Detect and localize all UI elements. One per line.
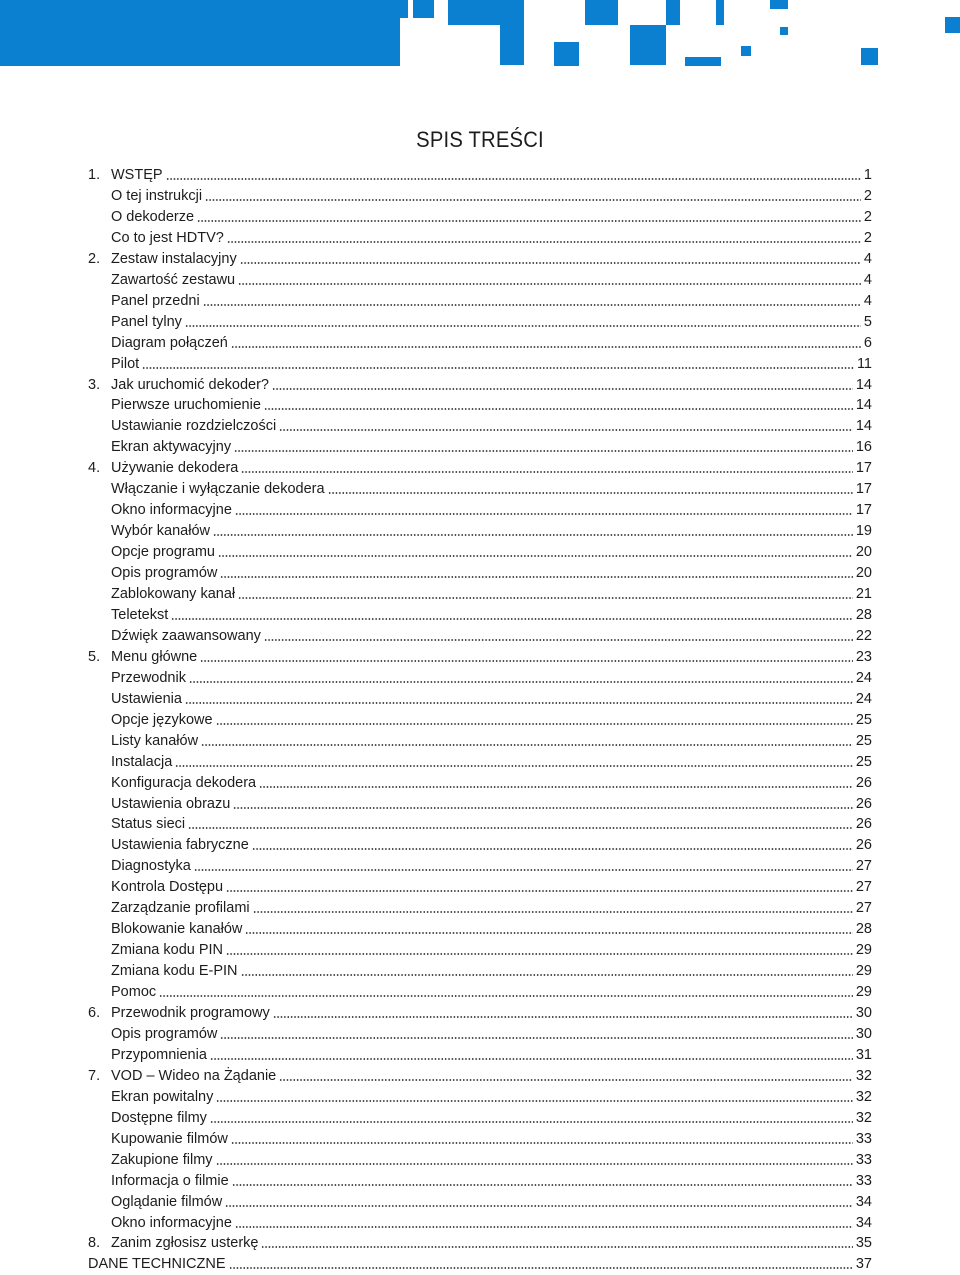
- toc-entry-title: Ekran powitalny: [111, 1088, 214, 1105]
- toc-page-number: 24: [855, 690, 872, 707]
- toc-entry-title: Przewodnik: [111, 669, 186, 686]
- toc-dot-leader: [175, 764, 853, 768]
- toc-entry-title: O tej instrukcji: [111, 187, 203, 204]
- toc-dot-leader: [185, 324, 861, 328]
- toc-dot-leader: [225, 1204, 853, 1208]
- toc-page-number: 25: [855, 711, 872, 728]
- toc-entry-title: Zarządzanie profilami: [111, 900, 250, 917]
- toc-section-entry[interactable]: [88, 563, 872, 584]
- toc-page-number: 26: [855, 837, 872, 854]
- banner-square: [780, 27, 788, 35]
- toc-section-entry[interactable]: [88, 354, 872, 375]
- toc-entry-title: Ustawienia fabryczne: [111, 837, 249, 854]
- toc-entry-title: Ustawienia obrazu: [111, 795, 231, 812]
- toc-section-entry[interactable]: [88, 395, 872, 416]
- toc-entry-title: Ekran aktywacyjny: [111, 439, 232, 456]
- toc-dot-leader: [259, 785, 853, 789]
- banner-square: [666, 0, 680, 25]
- toc-dot-leader: [220, 1036, 852, 1040]
- toc-chapter-number: 1.: [88, 167, 101, 183]
- toc-page-number: 4: [863, 271, 872, 288]
- toc-page-number: 19: [855, 523, 872, 540]
- toc-page-number: 34: [855, 1214, 872, 1231]
- toc-page-number: 35: [855, 1235, 872, 1252]
- toc-entry-title: Oglądanie filmów: [111, 1193, 223, 1210]
- toc-dot-leader: [189, 680, 853, 684]
- toc-chapter-entry[interactable]: [88, 1066, 872, 1087]
- toc-entry-title: Blokowanie kanałów: [111, 921, 243, 938]
- toc-dot-leader: [159, 994, 853, 998]
- toc-entry-title: Opis programów: [111, 565, 218, 582]
- toc-dot-leader: [216, 722, 853, 726]
- toc-entry-title: Pierwsze uruchomienie: [111, 397, 261, 414]
- toc-section-entry[interactable]: [88, 270, 872, 291]
- toc-page-number: 4: [863, 250, 872, 267]
- banner-square: [585, 0, 618, 25]
- toc-section-entry[interactable]: [88, 333, 872, 354]
- toc-section-entry[interactable]: [88, 898, 872, 919]
- toc-entry-title: Dźwięk zaawansowany: [111, 627, 261, 644]
- toc-page-number: 14: [855, 418, 872, 435]
- toc-chapter-entry[interactable]: [88, 249, 872, 270]
- toc-entry-title: Zanim zgłosisz usterkę: [111, 1235, 259, 1252]
- toc-section-entry[interactable]: [88, 626, 872, 647]
- toc-section-entry[interactable]: [88, 689, 872, 710]
- toc-section-entry[interactable]: [88, 877, 872, 898]
- toc-dot-leader: [328, 491, 853, 495]
- toc-dot-leader: [232, 1183, 853, 1187]
- toc-chapter-entry[interactable]: [88, 458, 872, 479]
- header-banner: [0, 0, 960, 70]
- toc-page-number: 29: [855, 942, 872, 959]
- toc-section-entry[interactable]: [88, 312, 872, 333]
- toc-dot-leader: [231, 345, 861, 349]
- toc-entry-title: Panel tylny: [111, 313, 182, 330]
- toc-dot-leader: [216, 1099, 853, 1103]
- toc-section-entry[interactable]: [88, 814, 872, 835]
- banner-square: [716, 0, 724, 25]
- toc-chapter-number: 6.: [88, 1005, 101, 1021]
- toc-dot-leader: [264, 407, 853, 411]
- banner-bar: [0, 0, 400, 66]
- toc-section-entry[interactable]: [88, 207, 872, 228]
- toc-page-number: 32: [855, 1109, 872, 1126]
- toc-page-number: 17: [855, 481, 872, 498]
- toc-page-number: 14: [855, 376, 872, 393]
- toc-dot-leader: [229, 1266, 853, 1270]
- toc-entry-title: Status sieci: [111, 816, 186, 833]
- toc-section-entry[interactable]: [88, 710, 872, 731]
- toc-section-entry[interactable]: [88, 773, 872, 794]
- toc-entry-title: Przewodnik programowy: [111, 1005, 270, 1021]
- toc-section-entry[interactable]: [88, 940, 872, 961]
- toc-entry-title: Instalacja: [111, 753, 173, 770]
- toc-dot-leader: [240, 261, 861, 265]
- toc-page-number: 27: [855, 879, 872, 896]
- toc-entry-title: Okno informacyjne: [111, 502, 232, 519]
- toc-dot-leader: [210, 1057, 853, 1061]
- toc-entry-title: Zawartość zestawu: [111, 271, 236, 288]
- toc-dot-leader: [197, 219, 861, 223]
- toc-section-entry[interactable]: [88, 1171, 872, 1192]
- toc-section-entry[interactable]: [88, 1087, 872, 1108]
- toc-page-number: 16: [855, 439, 872, 456]
- toc-section-entry[interactable]: [88, 291, 872, 312]
- toc-page-number: 28: [855, 606, 872, 623]
- toc-entry-title: Przypomnienia: [111, 1046, 207, 1063]
- toc-dot-leader: [273, 1015, 853, 1019]
- toc-entry-title: Zestaw instalacyjny: [111, 250, 237, 267]
- toc-dot-leader: [231, 1141, 853, 1145]
- toc-page-number: 21: [855, 586, 872, 602]
- toc-page-number: 33: [855, 1151, 872, 1168]
- toc-dot-leader: [203, 303, 861, 307]
- toc-entry-title: Włączanie i wyłączanie dekodera: [111, 481, 325, 498]
- toc-page-number: 27: [855, 900, 872, 917]
- toc-page-number: 23: [855, 648, 872, 665]
- toc-entry-title: O dekoderze: [111, 208, 195, 225]
- banner-square: [861, 48, 878, 65]
- toc-page-number: 17: [855, 502, 872, 519]
- banner-square: [945, 17, 960, 33]
- toc-page-number: 20: [855, 565, 872, 582]
- toc-dot-leader: [272, 387, 853, 391]
- toc-dot-leader: [235, 512, 853, 516]
- toc-dot-leader: [227, 240, 861, 244]
- toc-chapter-entry[interactable]: [88, 1003, 872, 1024]
- toc-page-number: 28: [855, 921, 872, 938]
- toc-chapter-entry[interactable]: [88, 375, 872, 396]
- toc-dot-leader: [194, 868, 853, 872]
- toc-page-number: 25: [855, 732, 872, 749]
- toc-dot-leader: [241, 470, 853, 474]
- toc-page-number: 17: [855, 460, 872, 477]
- toc-dot-leader: [210, 1120, 853, 1124]
- toc-section-entry[interactable]: [88, 794, 872, 815]
- toc-dot-leader: [185, 701, 853, 705]
- toc-section-entry[interactable]: [88, 1254, 872, 1275]
- toc-page-number: 24: [855, 669, 872, 686]
- toc-entry-title: Zmiana kodu PIN: [111, 942, 224, 959]
- toc-dot-leader: [253, 910, 853, 914]
- toc-page-number: 2: [863, 208, 872, 225]
- toc-chapter-number: 2.: [88, 250, 101, 267]
- toc-page-number: 6: [863, 334, 872, 351]
- toc-entry-title: Kupowanie filmów: [111, 1130, 228, 1147]
- banner-square: [741, 46, 751, 56]
- toc-dot-leader: [226, 889, 853, 893]
- toc-dot-leader: [216, 1162, 853, 1166]
- toc-dot-leader: [188, 826, 853, 830]
- toc-dot-leader: [241, 973, 853, 977]
- toc-page-number: 30: [855, 1025, 872, 1042]
- toc-chapter-number: 8.: [88, 1235, 101, 1252]
- toc-section-entry[interactable]: [88, 982, 872, 1003]
- toc-dot-leader: [205, 198, 861, 202]
- toc-dot-leader: [233, 806, 853, 810]
- banner-square: [448, 0, 524, 25]
- toc-dot-leader: [213, 533, 853, 537]
- toc-section-entry[interactable]: [88, 1213, 872, 1234]
- toc-section-entry[interactable]: [88, 1129, 872, 1150]
- toc-entry-title: Menu główne: [111, 648, 198, 665]
- toc-section-entry[interactable]: [88, 416, 872, 437]
- toc-entry-title: WSTĘP: [111, 167, 163, 183]
- toc-chapter-number: 5.: [88, 648, 101, 665]
- toc-entry-title: Listy kanałów: [111, 732, 199, 749]
- toc-dot-leader: [200, 659, 853, 663]
- toc-page-number: 25: [855, 753, 872, 770]
- toc-entry-title: Diagram połączeń: [111, 334, 228, 351]
- toc-entry-title: Diagnostyka: [111, 858, 191, 875]
- toc-entry-title: Opcje programu: [111, 544, 215, 561]
- toc-page-number: 32: [855, 1067, 872, 1084]
- toc-section-entry[interactable]: [88, 752, 872, 773]
- toc-entry-title: VOD – Wideo na Żądanie: [111, 1067, 277, 1084]
- toc-dot-leader: [238, 596, 853, 600]
- toc-dot-leader: [264, 638, 853, 642]
- toc-dot-leader: [238, 282, 861, 286]
- toc-page-number: 34: [855, 1193, 872, 1210]
- toc-page-number: 32: [855, 1088, 872, 1105]
- toc-entry-title: Ustawianie rozdzielczości: [111, 418, 277, 435]
- toc-chapter-number: 4.: [88, 460, 101, 477]
- toc-page-number: 1: [863, 167, 872, 183]
- banner-square: [630, 25, 666, 65]
- toc-dot-leader: [279, 428, 853, 432]
- banner-square: [554, 42, 579, 66]
- toc-dot-leader: [166, 177, 861, 181]
- toc-dot-leader: [245, 931, 852, 935]
- toc-section-entry[interactable]: [88, 731, 872, 752]
- toc-page-number: 33: [855, 1172, 872, 1189]
- toc-chapter-entry[interactable]: [88, 165, 872, 186]
- banner-square: [413, 0, 434, 18]
- toc-entry-title: Konfiguracja dekodera: [111, 774, 257, 791]
- toc-page-number: 11: [856, 355, 872, 372]
- toc-entry-title: Co to jest HDTV?: [111, 229, 224, 246]
- toc-chapter-entry[interactable]: [88, 647, 872, 668]
- toc-section-entry[interactable]: [88, 437, 872, 458]
- toc-entry-title: Kontrola Dostępu: [111, 879, 224, 896]
- toc-entry-title: DANE TECHNICZNE: [88, 1256, 226, 1273]
- toc-dot-leader: [234, 449, 853, 453]
- toc-section-entry[interactable]: [88, 605, 872, 626]
- toc-entry-title: Panel przedni: [111, 292, 200, 309]
- page-title: SPIS TREŚCI: [416, 127, 544, 152]
- toc-page-number: 14: [855, 397, 872, 414]
- toc-section-entry[interactable]: [88, 584, 872, 605]
- toc-page-number: 26: [855, 774, 872, 791]
- toc-section-entry[interactable]: [88, 479, 872, 500]
- toc-entry-title: Dostępne filmy: [111, 1109, 207, 1126]
- banner-square: [685, 57, 721, 66]
- toc-section-entry[interactable]: [88, 1045, 872, 1066]
- toc-section-entry[interactable]: [88, 668, 872, 689]
- toc-chapter-number: 7.: [88, 1067, 101, 1084]
- toc-page-number: 27: [855, 858, 872, 875]
- toc-page-number: 2: [863, 187, 872, 204]
- toc-section-entry[interactable]: [88, 542, 872, 563]
- toc-page-number: 20: [855, 544, 872, 561]
- toc-dot-leader: [252, 847, 853, 851]
- toc-entry-title: Zakupione filmy: [111, 1151, 213, 1168]
- toc-page-number: 29: [855, 984, 872, 1001]
- toc-section-entry[interactable]: [88, 1192, 872, 1213]
- toc-section-entry[interactable]: [88, 961, 872, 982]
- toc-page-number: 31: [855, 1046, 872, 1063]
- banner-bar: [400, 0, 408, 18]
- banner-square: [500, 25, 524, 65]
- toc-dot-leader: [235, 1225, 853, 1229]
- toc-section-entry[interactable]: [88, 1150, 872, 1171]
- banner-square: [770, 0, 788, 9]
- toc-entry-title: Wybór kanałów: [111, 523, 210, 540]
- toc-dot-leader: [226, 952, 853, 956]
- toc-section-entry[interactable]: [88, 228, 872, 249]
- toc-page-number: 4: [863, 292, 872, 309]
- toc-section-entry[interactable]: [88, 1108, 872, 1129]
- toc-section-entry[interactable]: [88, 835, 872, 856]
- toc-chapter-number: 3.: [88, 376, 101, 393]
- toc-entry-title: Używanie dekodera: [111, 460, 239, 477]
- toc-page-number: 22: [855, 627, 872, 644]
- toc-dot-leader: [279, 1078, 853, 1082]
- toc-dot-leader: [201, 743, 853, 747]
- toc-entry-title: Ustawienia: [111, 690, 182, 707]
- toc-entry-title: Opis programów: [111, 1025, 218, 1042]
- toc-page-number: 26: [855, 795, 872, 812]
- toc-entry-title: Jak uruchomić dekoder?: [111, 376, 269, 393]
- toc-section-entry[interactable]: [88, 856, 872, 877]
- toc-page-number: 2: [863, 229, 872, 246]
- toc-entry-title: Pilot: [111, 355, 140, 372]
- toc-section-entry[interactable]: [88, 521, 872, 542]
- toc-page-number: 29: [855, 963, 872, 980]
- toc-page-number: 37: [855, 1256, 872, 1273]
- toc-entry-title: Pomoc: [111, 984, 157, 1001]
- toc-page-number: 5: [863, 313, 872, 330]
- toc-dot-leader: [220, 575, 852, 579]
- toc-section-entry[interactable]: [88, 186, 872, 207]
- toc-dot-leader: [218, 554, 853, 558]
- toc-page-number: 30: [855, 1005, 872, 1021]
- toc-entry-title: Okno informacyjne: [111, 1214, 232, 1231]
- toc-entry-title: Zablokowany kanał: [111, 586, 236, 602]
- toc-section-entry[interactable]: [88, 1024, 872, 1045]
- toc-chapter-entry[interactable]: [88, 1233, 872, 1254]
- toc-dot-leader: [142, 366, 854, 370]
- toc-page-number: 33: [855, 1130, 872, 1147]
- toc-page-number: 26: [855, 816, 872, 833]
- toc-entry-title: Zmiana kodu E-PIN: [111, 963, 238, 980]
- toc-entry-title: Opcje językowe: [111, 711, 213, 728]
- toc-dot-leader: [261, 1245, 852, 1249]
- toc-entry-title: Informacja o filmie: [111, 1172, 229, 1189]
- toc-dot-leader: [171, 617, 853, 621]
- toc-entry-title: Teletekst: [111, 606, 169, 623]
- toc-section-entry[interactable]: [88, 500, 872, 521]
- toc-section-entry[interactable]: [88, 919, 872, 940]
